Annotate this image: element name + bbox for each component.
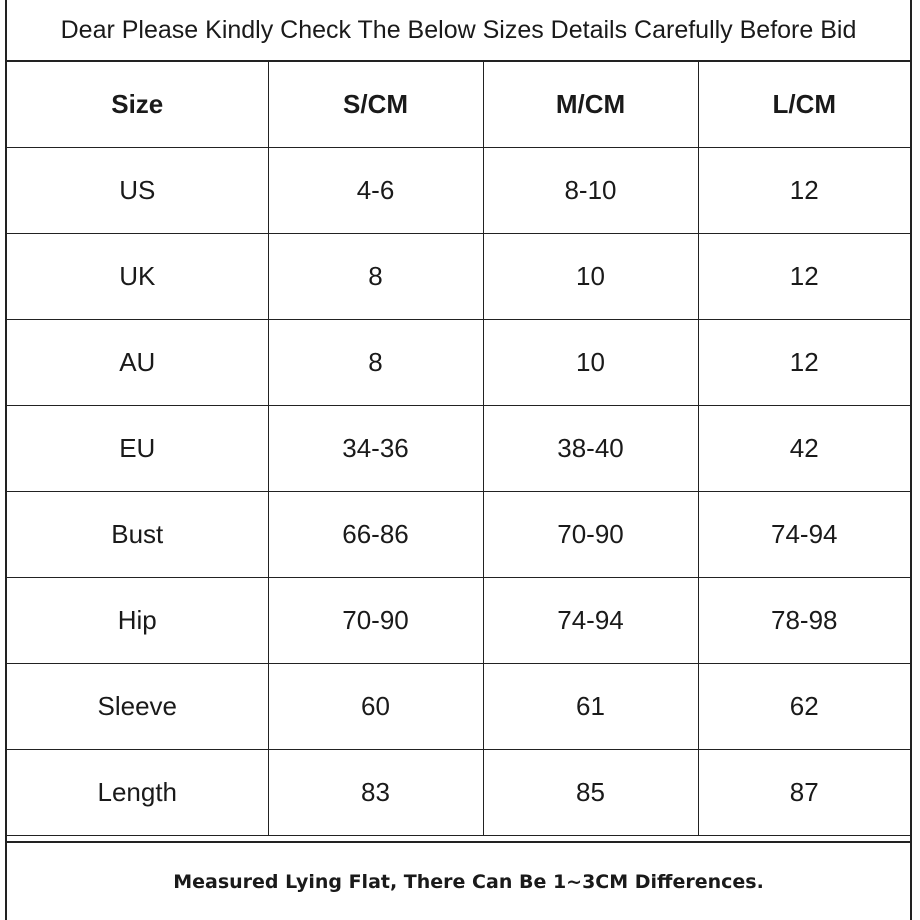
cell-m: 10 [483,234,698,320]
cell-s: 34-36 [268,406,483,492]
table-row [7,578,910,664]
cell-s: 60 [268,664,483,750]
table-row [7,148,910,234]
row-label: Hip [7,578,268,664]
header-m-cm: M/CM [483,62,698,148]
table-header-row [7,62,910,148]
cell-m: 74-94 [483,578,698,664]
table-row [7,234,910,320]
cell-l: 12 [698,234,910,320]
row-label: US [7,148,268,234]
page-title: Dear Please Kindly Check The Below Sizes Details Carefully Before Bid [7,0,910,62]
cell-m: 61 [483,664,698,750]
table-row [7,664,910,750]
cell-l: 74-94 [698,492,910,578]
header-size: Size [7,62,268,148]
row-label: UK [7,234,268,320]
row-label: Bust [7,492,268,578]
cell-l: 62 [698,664,910,750]
cell-l: 87 [698,750,910,836]
cell-s: 83 [268,750,483,836]
cell-l: 78-98 [698,578,910,664]
cell-l: 12 [698,148,910,234]
cell-m: 10 [483,320,698,406]
cell-s: 66-86 [268,492,483,578]
row-label: Sleeve [7,664,268,750]
cell-m: 38-40 [483,406,698,492]
cell-m: 8-10 [483,148,698,234]
header-s-cm: S/CM [268,62,483,148]
cell-s: 4-6 [268,148,483,234]
cell-m: 70-90 [483,492,698,578]
cell-s: 8 [268,234,483,320]
table-row [7,750,910,836]
header-l-cm: L/CM [698,62,910,148]
table-row [7,492,910,578]
size-chart-frame [5,0,912,920]
row-label: EU [7,406,268,492]
cell-l: 12 [698,320,910,406]
cell-s: 70-90 [268,578,483,664]
row-label: AU [7,320,268,406]
footer-note: Measured Lying Flat, There Can Be 1~3CM Differences. [7,841,910,920]
table-row [7,320,910,406]
table-row [7,406,910,492]
cell-l: 42 [698,406,910,492]
size-table [7,62,910,836]
cell-s: 8 [268,320,483,406]
row-label: Length [7,750,268,836]
cell-m: 85 [483,750,698,836]
